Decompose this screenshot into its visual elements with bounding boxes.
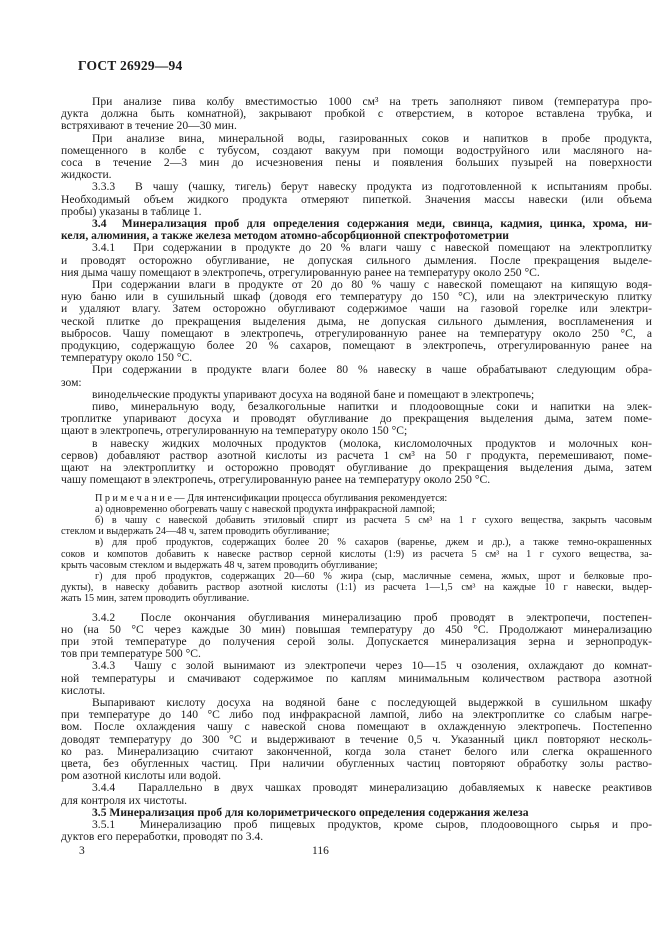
text-line: б) в чашу с навеской добавить этиловый спирт из расчета 5 см³ на 1 г сухого вещества, закрыть часовым [95, 514, 652, 526]
text-line: вом. После охлаждения чашу с навеской снова помещают в охлажденную электропечь. Постепенно [61, 720, 652, 734]
text-line: При анализе вина, минеральной воды, газированных соков и напитков в пробе продукта, [92, 131, 652, 145]
text-line: 3.4.3 Чашу с золой вынимают из электропечи через 10—15 ч озоления, охлаждают до комнат- [92, 659, 652, 673]
note-paragraph [61, 493, 652, 504]
text-line: тов при температуре 500 °С. [61, 647, 201, 661]
text-line: при этой температуре до получения серой золы. Допускается минерализация зерна и зернопродук- [61, 634, 652, 648]
note-paragraph [61, 504, 652, 515]
text-line: пробы) указаны в таблице 1. [61, 204, 202, 218]
text-line: ной температуры и смачивают содержимое по каплям минимальным количеством раствора азотной [61, 671, 652, 685]
text-line: крыть часовым стеклом и выдержать 48 ч, затем проводить обугливание; [61, 559, 378, 571]
text-line: При содержании влаги в продукте от 20 до 80 % чашу с навеской помещают на кипящую водя- [92, 278, 652, 292]
text-line: 3.5 Минерализация проб для колориметрического определения содержания железа [92, 805, 529, 819]
text-line: При содержании в продукте влаги более 80 % навеску в чаше обрабатывают следующим обра- [92, 363, 652, 377]
paragraph [61, 438, 652, 487]
paragraph [61, 660, 652, 697]
text-line: 3.5.1 Минерализацию проб пищевых продуктов, кроме сыров, плодоовощного сырья и про- [92, 817, 652, 831]
text-line: дуктов его переработки, проводят по 3.4. [61, 830, 264, 844]
text-line: г) для проб продуктов, содержащих 20—60 % жира (сыр, масличные семена, жмых, шрот и белковые про- [95, 570, 652, 582]
text-line: Необходимый объем жидкого продукта отмеряют пипеткой. Значения массы навески (или объема [61, 192, 652, 206]
text-line: кислоты. [61, 683, 106, 697]
text-line: соса в течение 2—3 мин до исчезновения пены и появления больших пузырей на поверхности [61, 156, 652, 170]
text-line: стеклом и выдержать 24—48 ч, затем проводить обугливание; [61, 526, 330, 538]
note-paragraph [61, 515, 652, 537]
text-line: 3.3.3 В чашу (чашку, тигель) берут навеску продукта из подготовленной к испытаниям пробы. [92, 180, 652, 194]
text-line: 3.4 Минерализация проб для определения содержания меди, свинца, кадмия, цинка, хрома, ни- [92, 217, 652, 231]
text-line: ром азотной кислоты или водой. [61, 769, 221, 783]
document-standard-number: ГОСТ 26929—94 [78, 58, 183, 73]
paragraph [61, 242, 652, 279]
text-line: но (на 50 °С через каждые 30 мин) повышая температуру до 450 °С. Продолжают минерализацию [61, 622, 652, 636]
text-line: 3.4.4 Параллельно в двух чашках проводят минерализацию добавляемых к навеске реактивов [92, 781, 652, 795]
text-line: ния дыма чашу помещают в электропечь, отрегулированную ранее на температуру около 250 °С. [61, 265, 540, 279]
note-paragraph [61, 537, 652, 571]
text-line: троплитке упаривают досуха и проводят обугливание до прекращения выделения дыма, затем поме- [61, 412, 652, 426]
text-line: ческой плитке до прекращения выделения дыма, не допуская сильного дымления, воспламенения и [61, 314, 652, 328]
note-paragraph [61, 571, 652, 605]
paragraph [61, 697, 652, 782]
text-line: продукцию, содержащую более 20 % сахаров, помещают в электропечь, отрегулированную ранее на [61, 339, 652, 353]
paragraph [61, 612, 652, 661]
text-line: дукты), в навеску добавить раствор азотной кислоты (1:1) из расчета 1—1,5 см³ на каждые 10 г навески, выдер- [61, 582, 652, 594]
text-line: выбросов. Чашу помещают в электропечь, отрегулированную ранее на температуру около 250 °С, а [61, 326, 652, 340]
section-heading [61, 218, 652, 242]
paragraph [61, 133, 652, 182]
page-number-center: 116 [312, 845, 329, 857]
text-line: жать 15 мин, затем проводить обугливание. [61, 593, 250, 605]
page-number-left: 3 [79, 845, 85, 857]
text-line: для контроля их чистоты. [61, 793, 188, 807]
paragraph [61, 819, 652, 843]
text-line: при температуре до 140 °С либо под инфракрасной лампой, либо на электроплитке со слабым нагре- [61, 708, 652, 722]
text-line: П р и м е ч а н и е — Для интенсификации процесса обугливания рекомендуется: [95, 492, 448, 504]
text-line: зом: [61, 375, 82, 389]
text-line: в навеску жидких молочных продуктов (молока, кисломолочных продуктов и молочных кон- [92, 436, 652, 450]
paragraph [61, 364, 652, 388]
text-line: щают на электроплитку и осторожно проводят обугливание до прекращения выделения дыма, затем [61, 461, 652, 475]
text-line: доводят температуру до 300 °С и выдерживают в течение 0,5 ч. Указанный цикл повторяют несколь- [61, 732, 652, 746]
paragraph [61, 279, 652, 364]
document-body [61, 96, 652, 843]
paragraph [61, 96, 652, 133]
text-line: и проводят осторожно обугливание, не допуская сильного дымления. После прекращения выделе- [61, 253, 652, 267]
text-line: При анализе пива колбу вместимостью 1000 см³ на треть заполняют пивом (температура про- [92, 95, 652, 108]
text-line: чашу помещают в электропечь, отрегулированную ранее на температуру около 250 °С. [61, 473, 491, 487]
text-line: жидкости. [61, 168, 112, 182]
text-line: цвета, без обугленных частиц. При наличии обугленных частиц повторяют обработку золы раство- [61, 756, 652, 770]
text-line: ко раз. Минерализацию считают законченной, когда зола станет белого или слегка окрашенного [61, 744, 652, 758]
text-line: келя, алюминия, а также железа методом атомно-абсорбционной спектрофотометрии [61, 229, 509, 243]
text-line: температуру около 150 °С. [61, 351, 193, 365]
text-line: щают в электропечь, отрегулированную на температуру около 150 °С; [61, 424, 408, 438]
text-line: помещенного в колбе с тубусом, создают вакуум при помощи водоструйного или масляного на- [61, 143, 652, 157]
text-line: а) одновременно обогревать чашу с навеской продукта инфракрасной лампой; [95, 503, 436, 515]
paragraph [61, 181, 652, 218]
text-line: винодельческие продукты упаривают досуха на водяной бане и помещают в электропечь; [92, 387, 535, 401]
text-line: встряхивают в течение 20—30 мин. [61, 119, 237, 133]
text-line: Выпаривают кислоту досуха на водяной бане с последующей выдержкой в сушильном шкафу [92, 695, 652, 709]
text-line: 3.4.1 При содержании в продукте до 20 % влаги чашу с навеской помещают на электроплитку [92, 241, 652, 255]
text-line: соков и компотов добавить к навеске раствор серной кислоты (1:9) из расчета 5 см³ на 1 г сухого вещества, за- [61, 548, 652, 560]
text-line: в) для проб продуктов, содержащих более 20 % сахаров (варенье, джем и др.), а также темно-окрашенных [95, 537, 652, 549]
paragraph [61, 401, 652, 438]
text-line: дукта должна быть комнатной), закрывают пробкой с отверстием, в которое вставлена трубка, и [61, 107, 652, 121]
text-line: 3.4.2 После окончания обугливания минерализацию проб проводят в электропечи, постепен- [92, 610, 652, 624]
text-line: пиво, минеральную воду, безалкогольные напитки и плодоовощные соки и напитки на элек- [92, 400, 652, 414]
paragraph [61, 782, 652, 806]
text-line: сервов) добавляют раствор азотной кислоты из расчета 1 см³ на 50 г продукта, перемешивают, поме- [61, 448, 652, 462]
text-line: ную баню или в сушильный шкаф (доводя его температуру до 150 °С), или на электрическую плитку [61, 290, 652, 304]
text-line: и удаляют влагу. Затем осторожно обугливают содержимое чаши на газовой горелке или электри- [61, 302, 652, 316]
